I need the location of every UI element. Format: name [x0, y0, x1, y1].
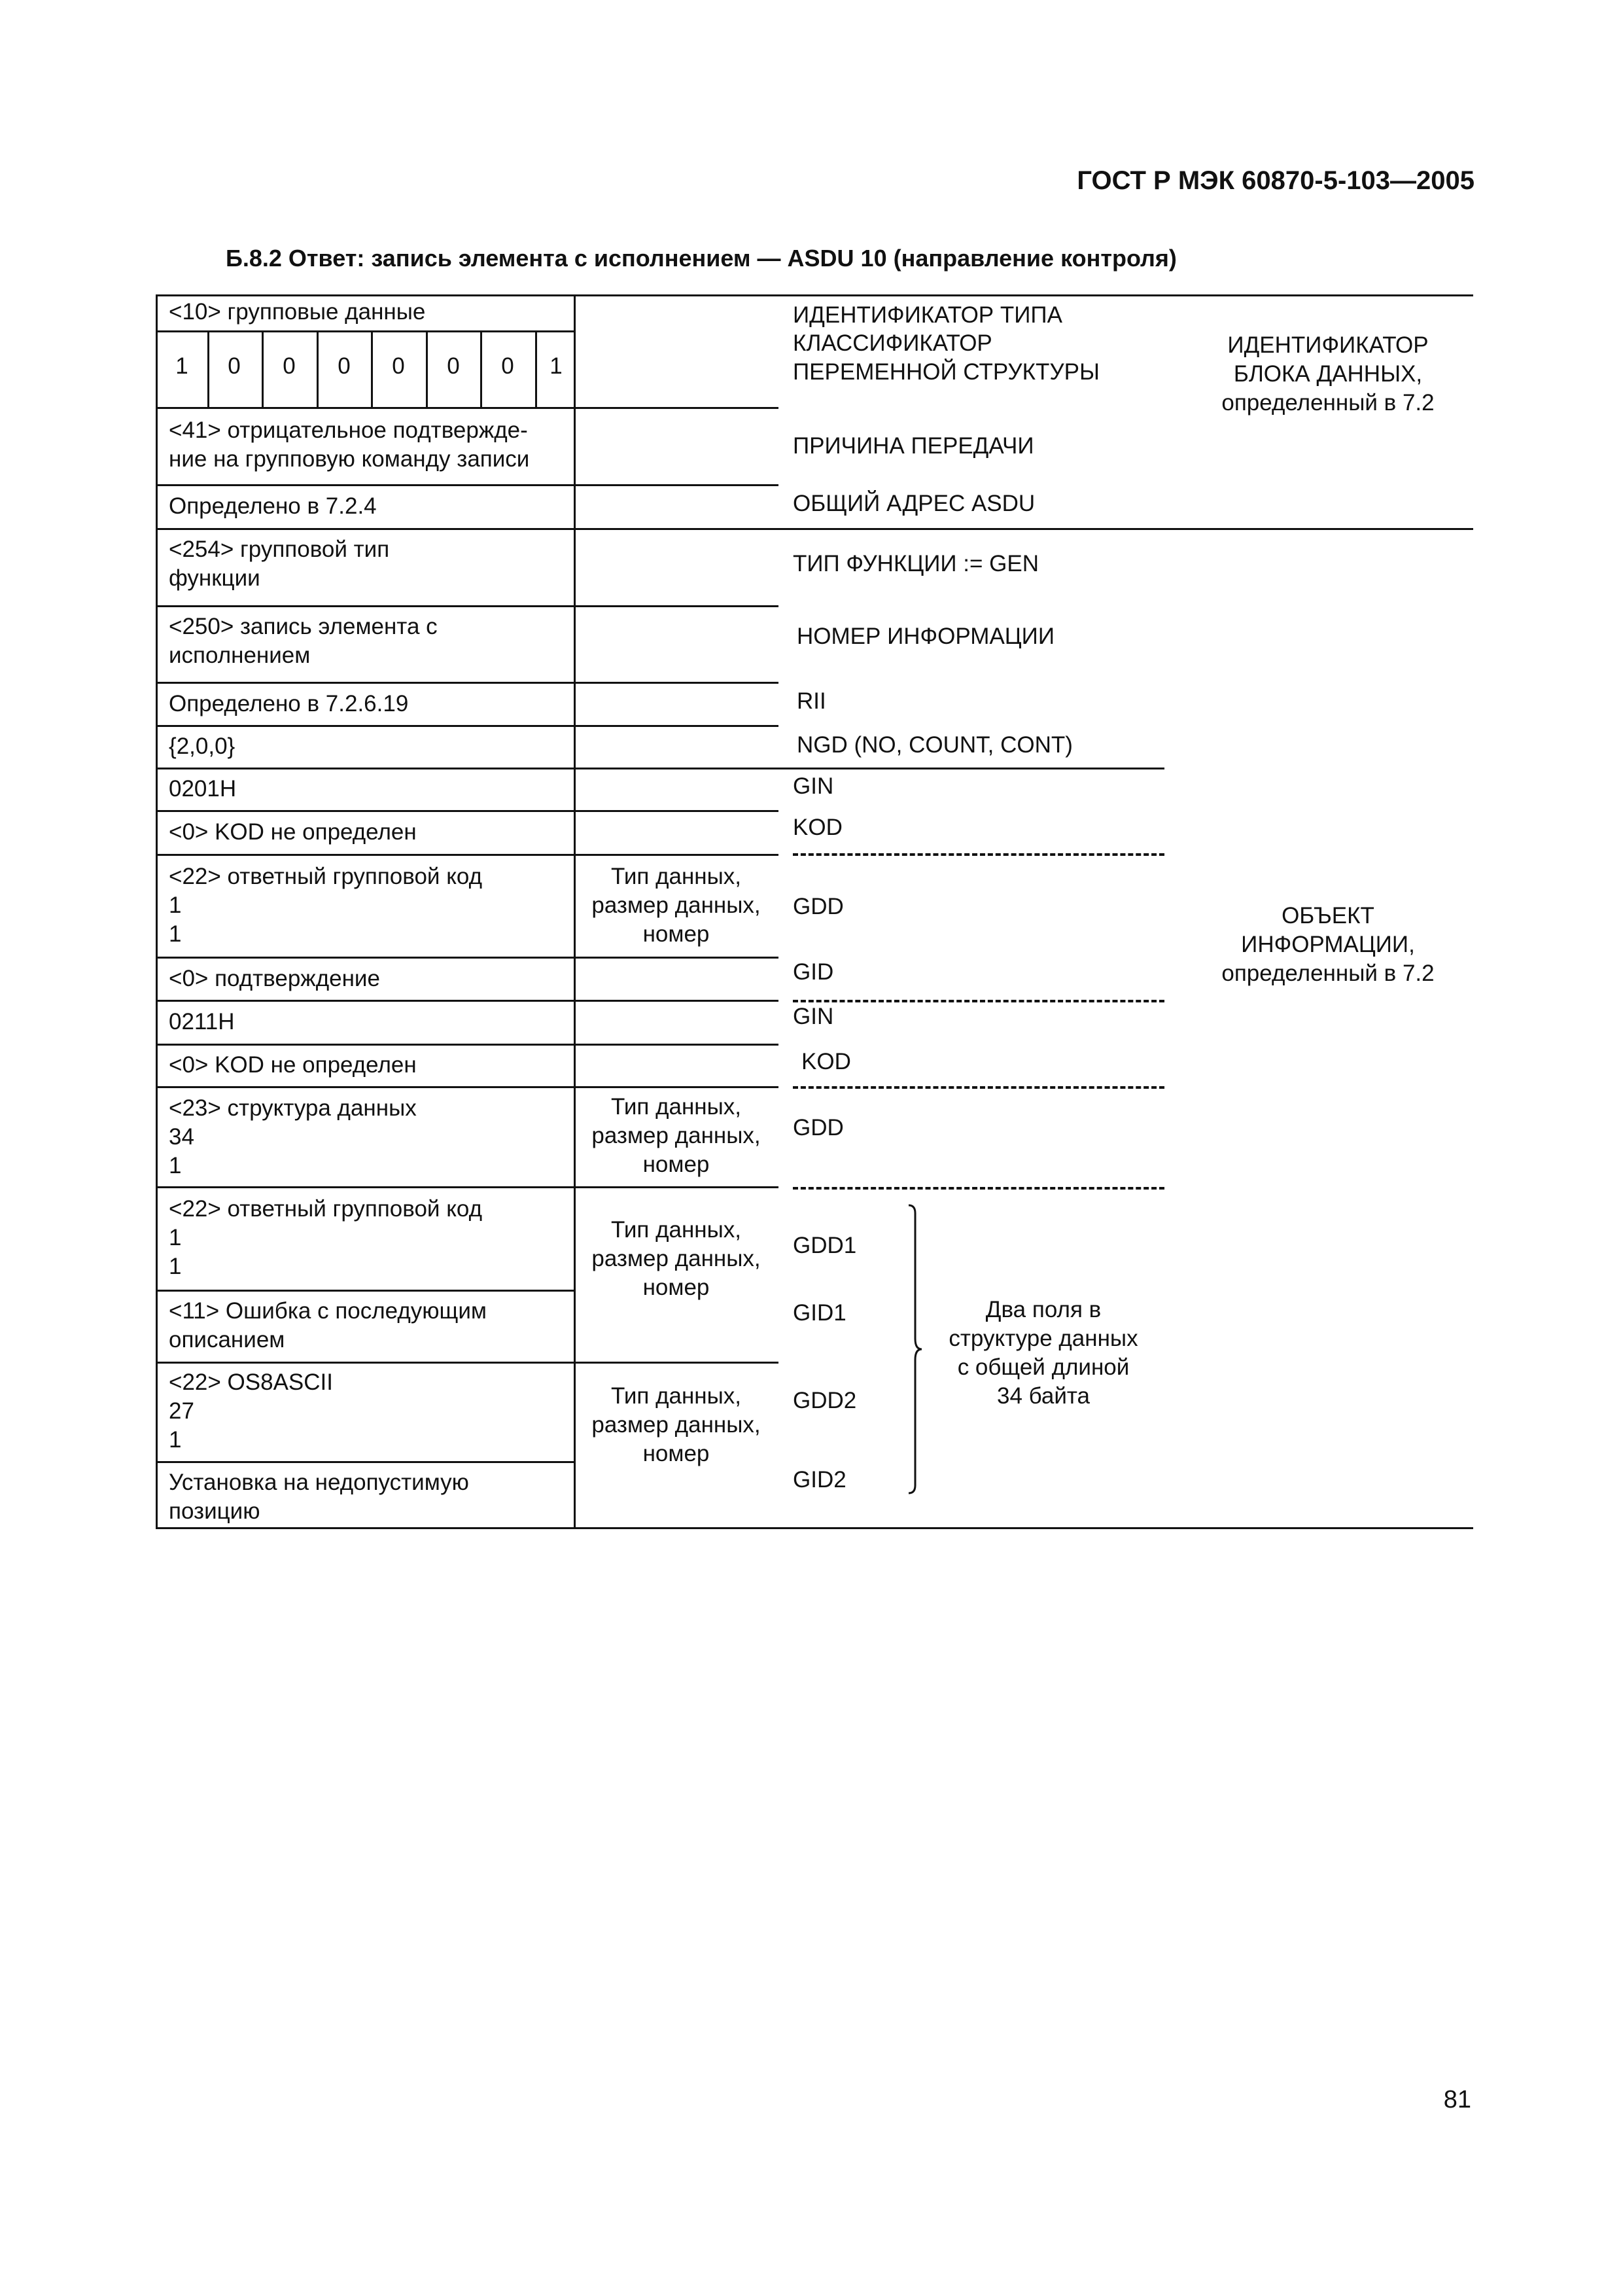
label-gid1: GID1	[793, 1300, 846, 1326]
bit-1: 1	[550, 353, 563, 379]
left-row-negative-ack: <41> отрицательное подтвержде-ние на групповую команду записи	[169, 417, 530, 472]
left-row-gin-0201h: 0201H	[169, 776, 237, 802]
right-info-object: ОБЪЕКТ ИНФОРМАЦИИ, определенный в 7.2	[1221, 903, 1435, 986]
label-kod: KOD	[793, 815, 843, 840]
bit-2: 0	[501, 353, 514, 379]
label-rii: RII	[797, 688, 826, 714]
left-row-defined-724: Определено в 7.2.4	[169, 493, 377, 519]
label-ngd: NGD (NO, COUNT, CONT)	[797, 732, 1073, 758]
left-row-kod-undefined-2: <0> KOD не определен	[169, 1052, 417, 1078]
label-gin: GIN	[793, 773, 834, 799]
left-row-write-with-execution: <250> запись элемента с исполнением	[169, 614, 438, 668]
bit-6: 0	[283, 353, 296, 379]
mid-gdd1-desc: Тип данных, размер данных, номер	[591, 1217, 761, 1300]
left-row-gdd1-response-code: <22> ответный групповой код 1 1	[169, 1196, 483, 1279]
mid-gdd-desc: Тип данных, размер данных, номер	[591, 864, 761, 947]
label-cot: ПРИЧИНА ПЕРЕДАЧИ	[793, 433, 1034, 459]
left-row-group-data: <10> групповые данные	[169, 299, 426, 325]
mid-gdd2-desc: Тип данных, размер данных, номер	[591, 1383, 761, 1466]
label-gid2: GID2	[793, 1467, 846, 1492]
left-row-gin-0211h: 0211H	[169, 1009, 235, 1034]
bit-8: 1	[175, 353, 188, 379]
document-header: ГОСТ Р МЭК 60870-5-103—2005	[1077, 166, 1475, 195]
mid-gdd-desc-2: Тип данных, размер данных, номер	[591, 1094, 761, 1177]
label-gdd: GDD	[793, 894, 844, 919]
label-type-id: ИДЕНТИФИКАТОР ТИПА	[793, 302, 1062, 328]
two-fields-note: Два поля в структуре данных с общей длиной 34 байта	[949, 1297, 1138, 1409]
left-row-ack: <0> подтверждение	[169, 966, 380, 991]
page-number: 81	[1443, 2086, 1471, 2113]
left-row-gdd-response-code: <22> ответный групповой код 1 1	[169, 864, 483, 947]
label-gdd-2: GDD	[793, 1115, 844, 1140]
left-row-data-structure: <23> структура данных 34 1	[169, 1095, 417, 1178]
label-kod-2: KOD	[801, 1049, 851, 1074]
left-row-kod-undefined: <0> KOD не определен	[169, 819, 417, 845]
left-row-os8ascii: <22> OS8ASCII 27 1	[169, 1369, 333, 1453]
left-row-invalid-position: Установка на недопустимую позицию	[169, 1470, 469, 1524]
label-function-type: ТИП ФУНКЦИИ := GEN	[793, 551, 1039, 576]
right-data-unit-id: ИДЕНТИФИКАТОР БЛОКА ДАННЫХ, определенный в 7.2	[1221, 332, 1435, 415]
left-row-group-function-type: <254> групповой тип функции	[169, 537, 390, 591]
label-asdu-address: ОБЩИЙ АДРЕС ASDU	[793, 491, 1036, 516]
bit-4: 0	[392, 353, 405, 379]
left-row-defined-72619: Определено в 7.2.6.19	[169, 691, 409, 716]
bit-3: 0	[447, 353, 460, 379]
left-row-error-description: <11> Ошибка с последующим описанием	[169, 1298, 487, 1352]
table-caption: Б.8.2 Ответ: запись элемента с исполнением — ASDU 10 (направление контроля)	[226, 245, 1177, 272]
label-gdd2: GDD2	[793, 1388, 857, 1413]
label-information-number: НОМЕР ИНФОРМАЦИИ	[797, 624, 1055, 649]
label-gid: GID	[793, 959, 834, 985]
bit-7: 0	[228, 353, 241, 379]
left-row-ngd-value: {2,0,0}	[169, 733, 236, 759]
label-gin-2: GIN	[793, 1004, 834, 1029]
label-gdd1: GDD1	[793, 1233, 857, 1258]
label-vsq: КЛАССИФИКАТОР ПЕРЕМЕННОЙ СТРУКТУРЫ	[793, 330, 1100, 385]
bit-5: 0	[338, 353, 351, 379]
